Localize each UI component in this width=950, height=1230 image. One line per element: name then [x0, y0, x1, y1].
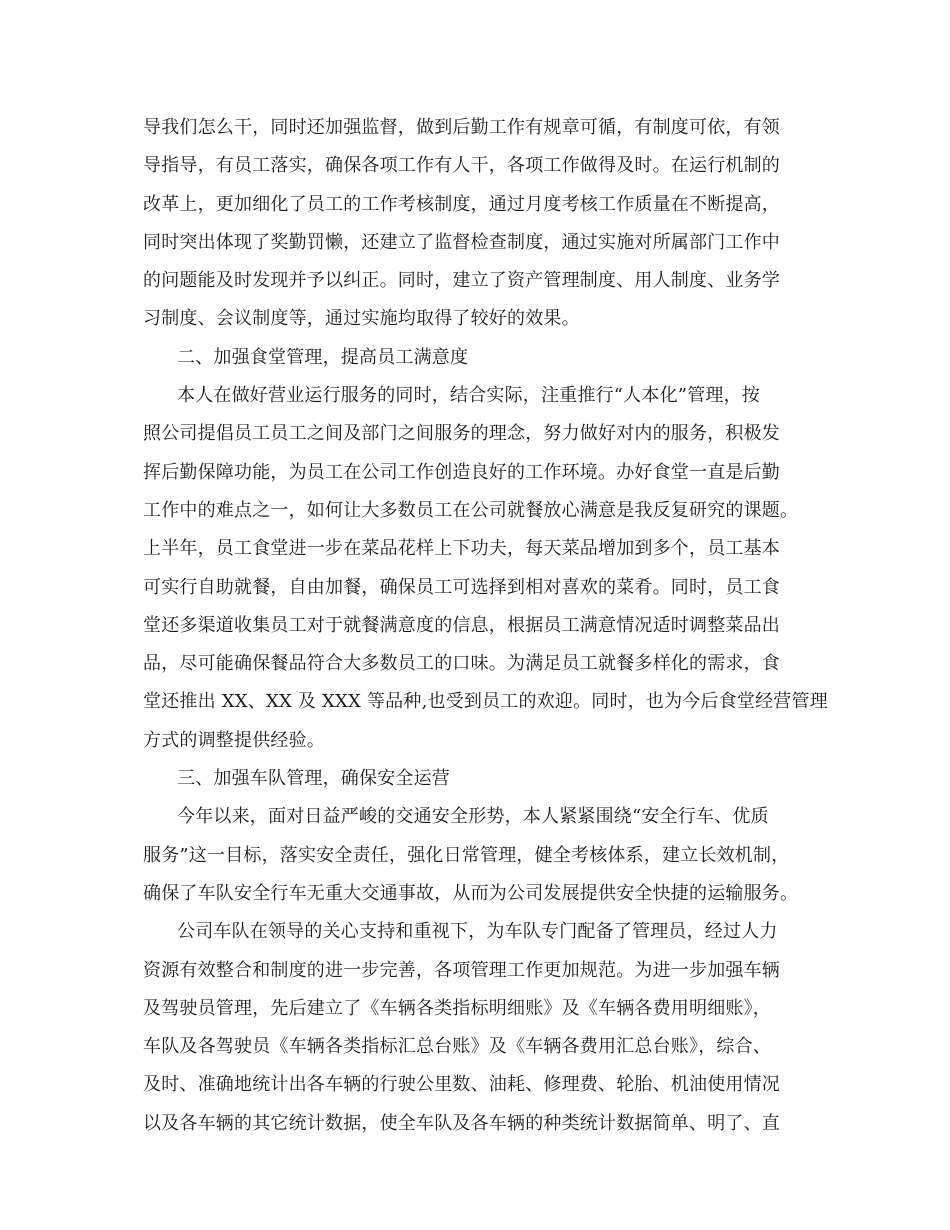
- text-line: 照公司提倡员工员工之间及部门之间服务的理念，努力做好对内的服务，积极发: [143, 423, 780, 445]
- text-line: 工作中的难点之一，如何让大多数员工在公司就餐放心满意是我反复研究的课题。: [143, 499, 799, 521]
- text-line: 二、加强食堂管理，提高员工满意度: [177, 346, 469, 368]
- text-line: 方式的调整提供经验。: [143, 729, 325, 751]
- text-line: 上半年，员工食堂进一步在菜品花样上下功夫，每天菜品增加到多个，员工基本: [143, 538, 780, 560]
- text-line: 的问题能及时发现并予以纠正。同时，建立了资产管理制度、用人制度、业务学: [143, 270, 780, 292]
- text-line: 本人在做好营业运行服务的同时，结合实际，注重推行“人本化”管理，按: [177, 385, 761, 407]
- text-line: 改革上，更加细化了员工的工作考核制度，通过月度考核工作质量在不断提高，: [143, 193, 780, 215]
- text-line: 及驾驶员管理，先后建立了《车辆各类指标明细账》及《车辆各费用明细账》，: [143, 997, 771, 1019]
- text-line: 导我们怎么干，同时还加强监督，做到后勤工作有规章可循，有制度可依，有领: [143, 117, 780, 138]
- text-line: 服务”这一目标，落实安全责任，强化日常管理，健全考核体系，建立长效机制，: [143, 844, 790, 866]
- text-line: 资源有效整合和制度的进一步完善，各项管理工作更加规范。为进一步加强车辆: [143, 959, 780, 981]
- text-line: 品，尽可能确保餐品符合大多数员工的口味。为满足员工就餐多样化的需求，食: [143, 653, 780, 675]
- text-line: 今年以来，面对日益严峻的交通安全形势，本人紧紧围绕“安全行车、优质: [177, 806, 769, 828]
- text-line: 可实行自助就餐，自由加餐，确保员工可选择到相对喜欢的菜肴。同时，员工食: [143, 576, 780, 598]
- text-line: 车队及各驾驶员《车辆各类指标汇总台账》及《车辆各费用汇总台账》，综合、: [143, 1036, 771, 1058]
- text-line: 公司车队在领导的关心支持和重视下，为车队专门配备了管理员，经过人力: [177, 921, 778, 943]
- text-line: 导指导，有员工落实，确保各项工作有人干，各项工作做得及时。在运行机制的: [143, 155, 780, 177]
- text-line: 堂还多渠道收集员工对于就餐满意度的信息，根据员工满意情况适时调整菜品出: [143, 614, 780, 636]
- document-body: [143, 109, 828, 1143]
- text-line: 三、加强车队管理，确保安全运营: [177, 768, 450, 790]
- text-line: 同时突出体现了奖勤罚懒，还建立了监督检查制度，通过实施对所属部门工作中: [143, 231, 780, 253]
- text-line: 及时、准确地统计出各车辆的行驶公里数、油耗、修理费、轮胎、机油使用情况: [143, 1074, 780, 1096]
- text-line: 挥后勤保障功能，为员工在公司工作创造良好的工作环境。办好食堂一直是后勤: [143, 461, 780, 483]
- text-line: 以及各车辆的其它统计数据，使全车队及各车辆的种类统计数据简单、明了、直: [143, 1112, 780, 1134]
- text-line: 习制度、会议制度等，通过实施均取得了较好的效果。: [143, 308, 580, 330]
- text-line: 确保了车队安全行车无重大交通事故，从而为公司发展提供安全快捷的运输服务。: [143, 882, 799, 904]
- text-line: 堂还推出 XX、XX 及 XXX 等品种,也受到员工的欢迎。同时，也为今后食堂经营管理: [143, 691, 828, 713]
